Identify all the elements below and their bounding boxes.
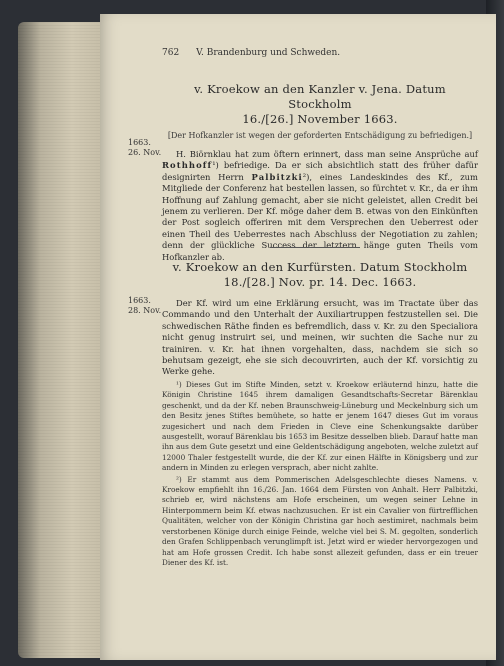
section-1-body: H. Biörnklau hat zum öftern erinnert, dass man seine Ansprüche auf Rothhoff¹) befriedige. Da er sich absichtlich statt des früher dafür designirten Herrn Palbitzki²), eines Landeskindes des Kf., zum Mitgliede der Conferenz hat bestellen lassen, so fürchtet v. Kr., da er ihm Hoffnung auf Zahlung gemacht, aber sie nicht geleistet, allen Credit bei jenem zu verlieren. Der Kf. möge daher dem B. etwas von den Einkünften der Post sogleich offeriren mit dem Versprechen den Ueberrest oder einen Theil des Ueberrestes nach Abschluss der Negotiation zu zahlen; denn der glückliche Success der letztern hänge guten Theils vom Hofkanzler ab. [162,149,478,262]
name-palbitzki: Palbitzki [251,171,303,182]
page-number: 762 [162,48,180,58]
footnotes [162,380,478,569]
footnote-2: ²) Er stammt aus dem Pommerischen Adelsgeschlechte dieses Namens. v. Kroekow empfiehlt ihn 16./26. Jan. 1664 dem Fürsten von Anhalt. Herr Palbitzki, schrieb er, wird nächstens am Hofe erscheinen, um wegen seiner Lehne in Hinterpommern beim Kf. etwas nachzusuchen. Er ist ein Cavalier von fürtrefflichen Qualitäten, welcher von der Königin Christina gar hoch aestimiret, nachmals beim verstorbenen Könige durch einige Feinde, welche viel bei S. M. gegolten, sonderlich den Grafen Schlippenbach verunglimpft ist. Jetzt wird er wieder hervorgezogen und hat am Hofe grossen Credit. Ich habe sonst allezeit gefunden, dass er ein treuer Diener des Kf. ist. [162,474,478,567]
document-section-2 [128,260,478,378]
section-1-summary: [Der Hofkanzler ist wegen der geforderten Entschädigung zu befriedigen.] [167,131,473,140]
section-1-title: v. Kroekow an den Kanzler v. Jena. Datum Stockholm 16./[26.] November 1663. [194,82,446,126]
section-2-margin-date: 1663. 28. Nov. [128,296,162,315]
book-page-edges [18,22,108,658]
section-1-margin-date: 1663. 26. Nov. [128,138,162,157]
running-header [162,48,476,58]
name-rothhoff: Rothhoff [162,160,213,171]
book-page [100,14,496,660]
document-section-1 [128,82,478,263]
section-2-title: v. Kroekow an den Kurfürsten. Datum Stockholm 18./[28.] Nov. pr. 14. Dec. 1663. [172,260,468,289]
footnote-1: ¹) Dieses Gut im Stifte Minden, setzt v. Kroekow erläuternd hinzu, hatte die Königin Christine 1645 ihrem damaligen Gesandtschafts-Secretar Bärenklau geschenkt, und da der Kf. neben Braunschweig-Lüneburg und Meckelnburg sich um den Besitz jenes Stiftes bemühete, so hatte er jenem 1647 dieses Gut im voraus zugesichert und nach dem Frieden in Cleve eine Schenkungsakte darüber ausgestellt, worauf Bärenklau bis 1653 im Besitze desselben blieb. Darauf hatte man ihn aus dem Gute gesetzt und eine Geldentschädigung angeboten, welche zuletzt auf 12000 Thaler festgestellt wurde, die der Kf. zur einen Hälfte in Königsberg und zur andern in Minden zu erlegen versprach, aber nicht zahlte. [162,380,478,473]
section-divider [270,247,360,248]
running-title: V. Brandenburg und Schweden. [196,48,341,58]
section-2-body: Der Kf. wird um eine Erklärung ersucht, was im Tractate über das Commando und den Unterhalt der Auxiliartruppen festzustellen sei. Die schwedischen Räthe finden es befremdlich, dass v. Kr. zu den Specialiora nicht genug instruirt sei, und meinen, wir suchten die Sache nur zu trainiren. v. Kr. hat ihnen vorgehalten, dass, nachdem sie sich so behutsam gezeigt, ehe sie sich decouvrirten, auch der Kf. vorsichtig zu Werke gehe. [162,298,478,377]
